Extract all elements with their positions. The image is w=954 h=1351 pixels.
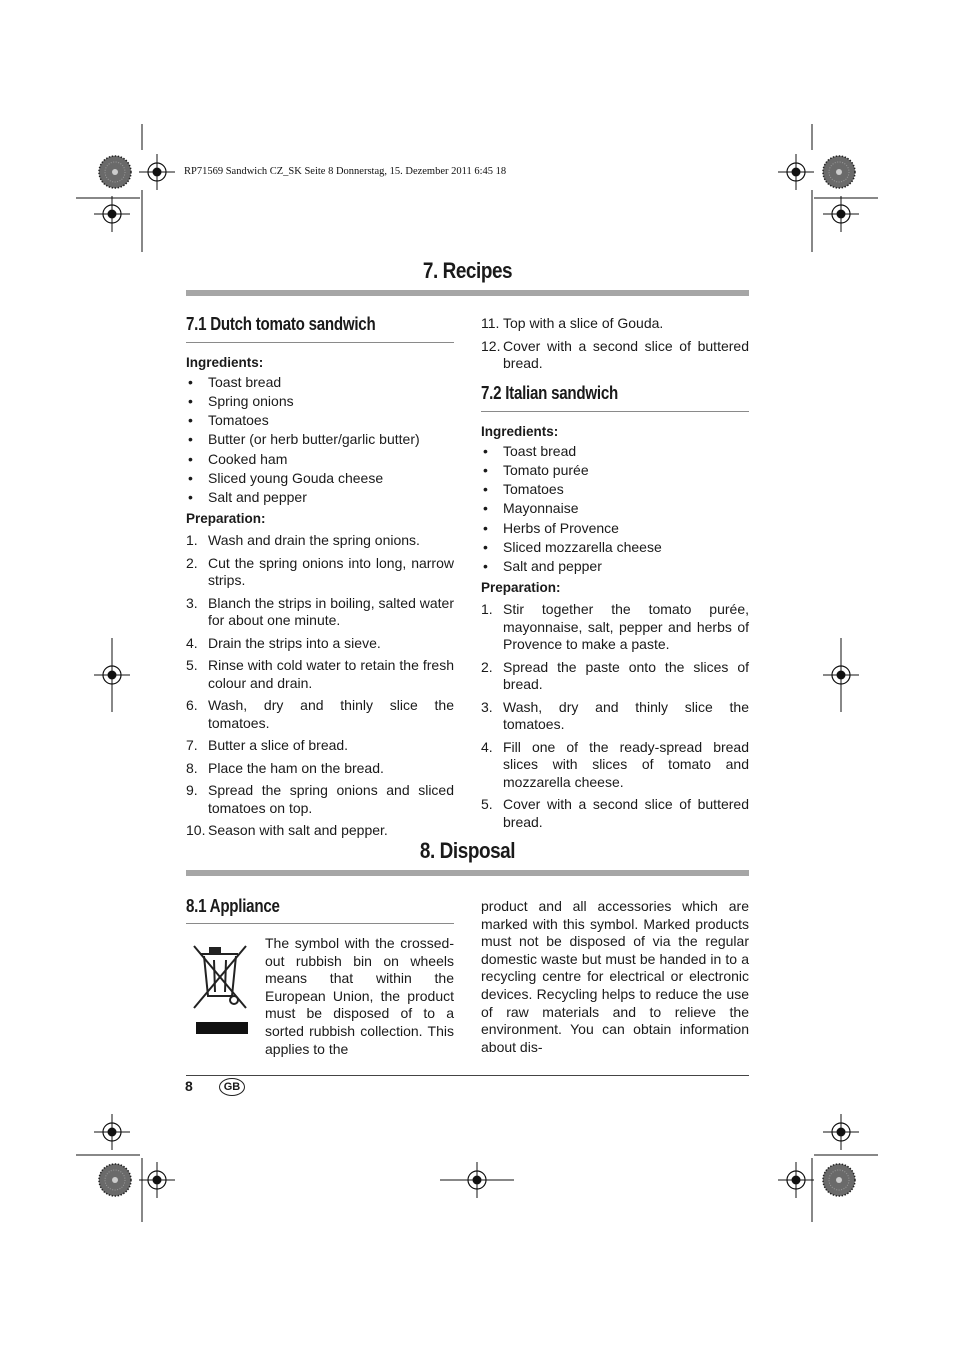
preparation-step bbox=[481, 601, 749, 654]
page-number: 8 bbox=[185, 1078, 193, 1094]
ingredients-label: Ingredients: bbox=[186, 355, 264, 370]
preparation-step bbox=[186, 635, 454, 653]
color-target-icon bbox=[99, 1164, 131, 1196]
step-number: 1. bbox=[481, 601, 493, 618]
preparation-step bbox=[481, 338, 749, 373]
ingredient-item: • Butter (or herb butter/garlic butter) bbox=[186, 431, 454, 450]
step-text: Season with salt and pepper. bbox=[208, 822, 388, 839]
step-number: 6. bbox=[186, 697, 198, 714]
ingredient-item: • Mayonnaise bbox=[481, 500, 749, 519]
section-divider bbox=[186, 870, 749, 876]
step-number: 10. bbox=[186, 822, 206, 839]
step-number: 9. bbox=[186, 782, 198, 799]
preparation-step bbox=[186, 782, 454, 817]
preparation-step bbox=[186, 532, 454, 550]
preparation-step bbox=[481, 739, 749, 792]
subsection-rule bbox=[186, 342, 454, 343]
preparation-step bbox=[481, 699, 749, 734]
step-text: Drain the strips into a sieve. bbox=[208, 634, 381, 651]
step-number: 5. bbox=[481, 796, 493, 813]
step-text: Spread the spring onions and sliced tomatoes on top. bbox=[208, 782, 454, 816]
step-text: Place the ham on the bread. bbox=[208, 759, 384, 776]
ingredient-item: • Tomatoes bbox=[481, 481, 749, 500]
registration-mark-icon bbox=[139, 154, 175, 190]
step-number: 3. bbox=[186, 594, 198, 611]
step-text: Fill one of the ready-spread bread slices with slices of tomato and mozzarella cheese. bbox=[503, 738, 749, 790]
preparation-step bbox=[186, 657, 454, 692]
step-number: 4. bbox=[481, 738, 493, 755]
section-divider bbox=[186, 290, 749, 296]
step-number: 7. bbox=[186, 737, 198, 754]
step-text: Rinse with cold water to retain the fresh colour and drain. bbox=[208, 657, 454, 691]
preparation-step bbox=[186, 737, 454, 755]
registration-mark-icon bbox=[139, 1162, 175, 1198]
step-number: 5. bbox=[186, 657, 198, 674]
step-text: Cover with a second slice of buttered bread. bbox=[503, 337, 749, 371]
step-number: 12. bbox=[481, 337, 501, 354]
language-badge: GB bbox=[219, 1078, 245, 1096]
preparation-step bbox=[186, 822, 454, 840]
footer-rule bbox=[186, 1075, 749, 1076]
ingredient-item: • Salt and pepper bbox=[481, 558, 749, 577]
preparation-step bbox=[186, 760, 454, 778]
ingredients-label: Ingredients: bbox=[481, 424, 559, 439]
section-title-disposal: 8. Disposal bbox=[419, 838, 516, 863]
step-number: 2. bbox=[481, 658, 493, 675]
step-text: Cut the spring onions into long, narrow strips. bbox=[208, 554, 454, 589]
preparation-step bbox=[186, 697, 454, 732]
disposal-text-right: product and all accessories which are marked with this symbol. Marked products must not be disposed of via the regular domestic waste but must be handed in to a recycling centre for electrical or electronic devices. Recycling helps to reduce the use of raw materials and to relieve the environment. You can obtain information about dis- bbox=[481, 898, 749, 1055]
ingredient-item: • Sliced young Gouda cheese bbox=[186, 470, 454, 489]
step-text: Blanch the strips in boiling, salted water for about one minute. bbox=[208, 594, 454, 629]
ingredient-item: • Tomato purée bbox=[481, 462, 749, 481]
step-number: 4. bbox=[186, 634, 198, 651]
step-text: Wash, dry and thinly slice the tomatoes. bbox=[503, 698, 749, 733]
step-text: Top with a slice of Gouda. bbox=[503, 315, 664, 331]
preparation-step bbox=[186, 555, 454, 590]
step-number: 2. bbox=[186, 554, 198, 571]
ingredient-item: • Spring onions bbox=[186, 393, 454, 412]
step-text: Butter a slice of bread. bbox=[208, 737, 349, 754]
dutch-recipe-continued bbox=[481, 315, 749, 378]
ingredient-item: • Sliced mozzarella cheese bbox=[481, 539, 749, 558]
step-number: 3. bbox=[481, 698, 493, 715]
preparation-label: Preparation: bbox=[186, 510, 266, 526]
step-number: 1. bbox=[186, 532, 198, 549]
color-target-icon bbox=[99, 156, 131, 188]
registration-mark-icon bbox=[94, 1114, 130, 1150]
ingredient-item: • Salt and pepper bbox=[186, 489, 454, 508]
registration-mark-icon bbox=[823, 1114, 859, 1150]
dutch-recipe-column bbox=[186, 354, 454, 845]
subsection-title-italian: 7.2 Italian sandwich bbox=[481, 383, 618, 403]
step-text: Stir together the tomato purée, mayonnaise, salt, pepper and herbs of Provence to make a paste. bbox=[503, 601, 749, 653]
step-text: Wash, dry and thinly slice the tomatoes. bbox=[208, 697, 454, 731]
subsection-title-appliance: 8.1 Appliance bbox=[186, 896, 280, 916]
weee-crossed-out-bin-icon bbox=[188, 940, 252, 1036]
step-number: 11. bbox=[481, 315, 500, 331]
section-title-recipes: 7. Recipes bbox=[422, 258, 513, 283]
preparation-step bbox=[481, 659, 749, 694]
subsection-rule bbox=[481, 411, 749, 412]
registration-mark-icon bbox=[778, 1162, 814, 1198]
subsection-title-dutch: 7.1 Dutch tomato sandwich bbox=[186, 314, 376, 334]
registration-mark-icon bbox=[94, 196, 130, 232]
step-text: Spread the paste onto the slices of bread. bbox=[503, 658, 749, 693]
ingredient-item: • Toast bread bbox=[481, 443, 749, 462]
step-number: 8. bbox=[186, 759, 198, 776]
ingredient-item: • Cooked ham bbox=[186, 451, 454, 470]
preparation-label: Preparation: bbox=[481, 579, 561, 595]
ingredient-item: • Tomatoes bbox=[186, 412, 454, 431]
registration-mark-icon bbox=[778, 154, 814, 190]
ingredient-item: • Herbs of Provence bbox=[481, 520, 749, 539]
color-target-icon bbox=[823, 156, 855, 188]
ingredient-item: • Toast bread bbox=[186, 374, 454, 393]
preparation-step bbox=[481, 796, 749, 831]
step-text: Cover with a second slice of buttered bread. bbox=[503, 796, 749, 830]
color-target-icon bbox=[823, 1164, 855, 1196]
italian-recipe-column bbox=[481, 423, 749, 836]
preparation-step bbox=[481, 315, 749, 333]
disposal-text-left: The symbol with the crossed-out rubbish bin on wheels means that within the European Union, the product must be disposed of to a sorted rubbish collection. This applies to the bbox=[265, 935, 454, 1057]
print-header: RP71569 Sandwich CZ_SK Seite 8 Donnerstag, 15. Dezember 2011 6:45 18 bbox=[184, 166, 507, 177]
registration-mark-icon bbox=[823, 196, 859, 232]
preparation-step bbox=[186, 595, 454, 630]
step-text: Wash and drain the spring onions. bbox=[208, 532, 420, 549]
subsection-rule bbox=[186, 923, 454, 924]
